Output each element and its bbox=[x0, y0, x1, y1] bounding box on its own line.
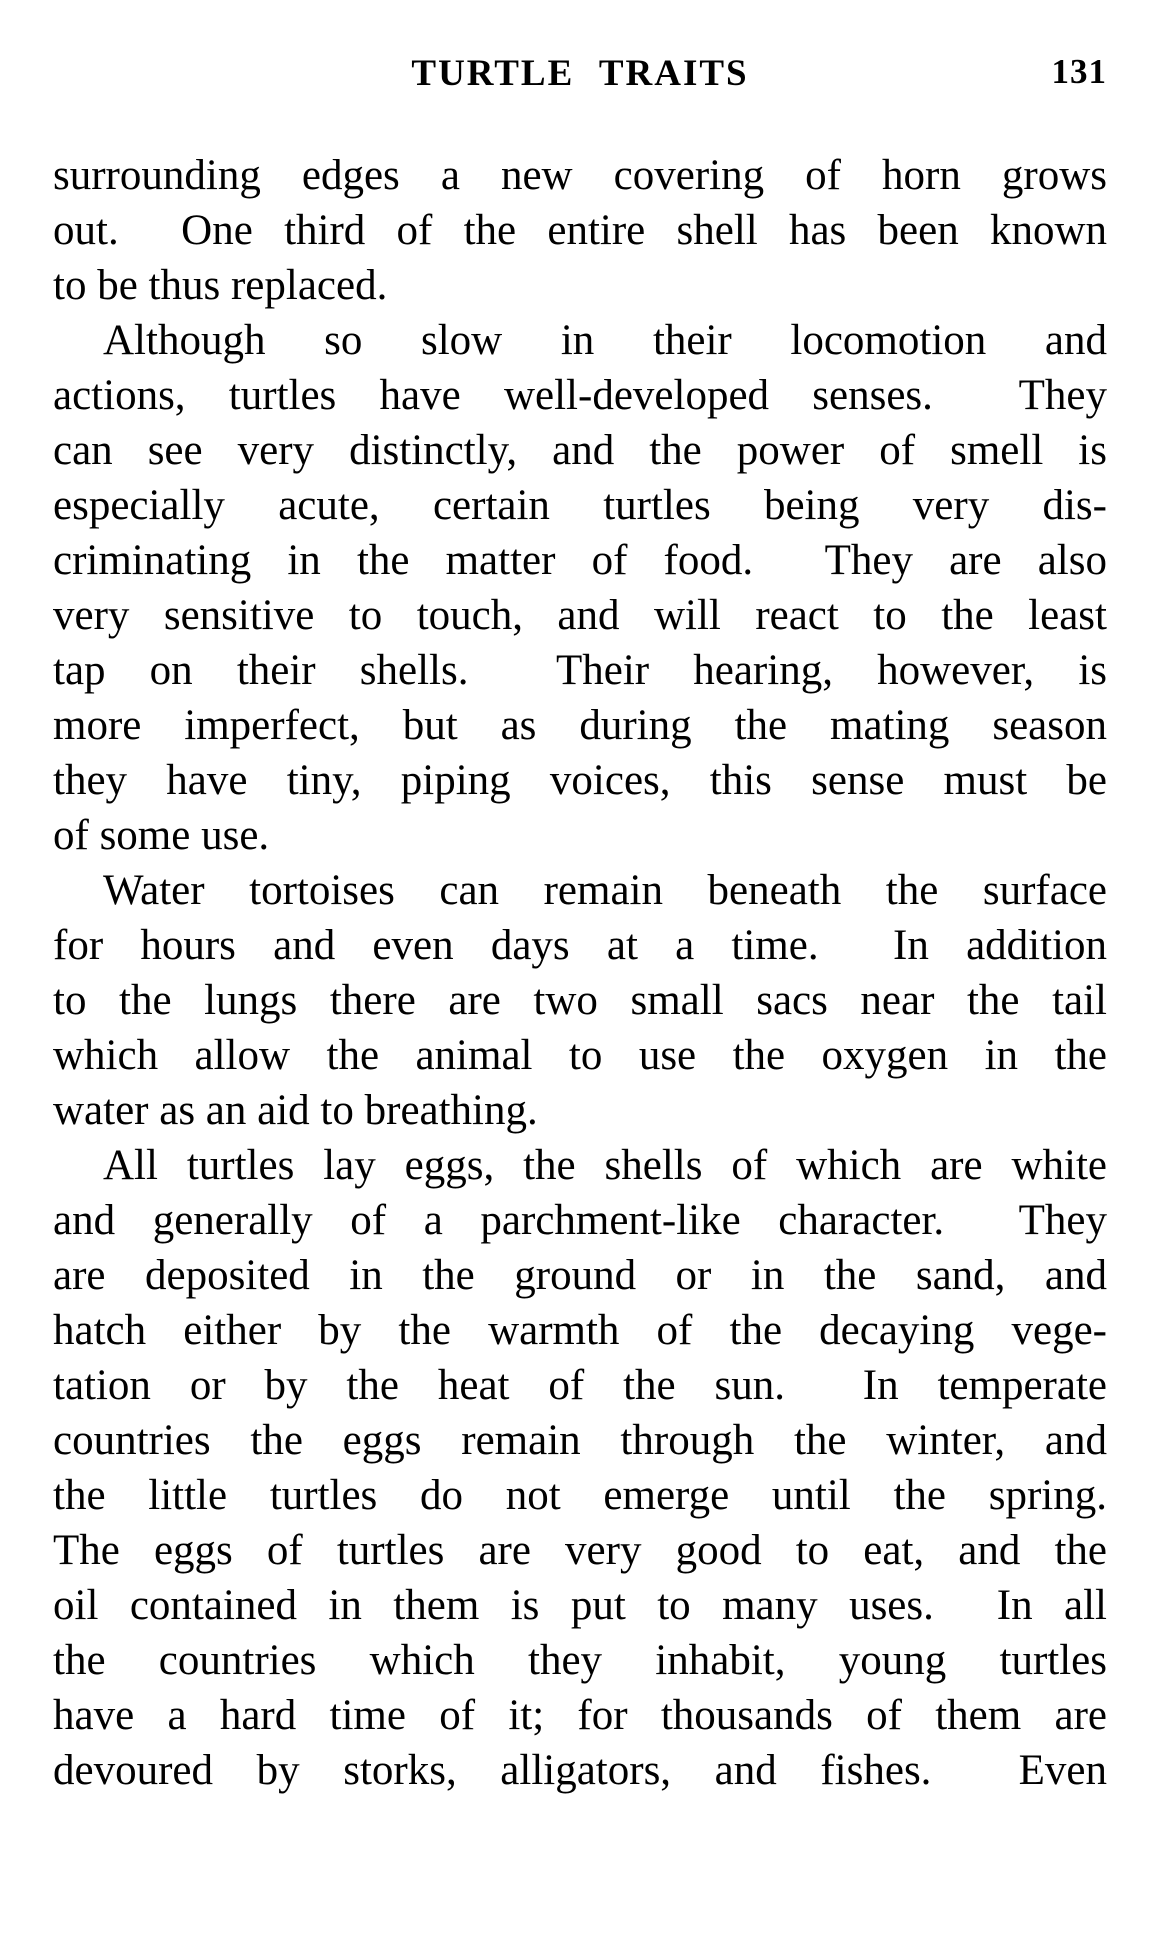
text-line: the little turtles do not emerge until the spring. bbox=[53, 1472, 1107, 1519]
text-line: have a hard time of it; for thousands of them are bbox=[53, 1692, 1107, 1739]
text-line: of some use. bbox=[53, 812, 270, 859]
text-line: actions, turtles have well-developed senses. They bbox=[53, 372, 1107, 419]
text-line: water as an aid to breathing. bbox=[53, 1087, 538, 1134]
page-number: 131 bbox=[1051, 52, 1107, 91]
text-line: out. One third of the entire shell has been known bbox=[53, 207, 1107, 254]
text-line: especially acute, certain turtles being very dis- bbox=[53, 482, 1107, 529]
page-body bbox=[53, 148, 1107, 1798]
text-line: All turtles lay eggs, the shells of which are white bbox=[103, 1142, 1107, 1189]
text-line: criminating in the matter of food. They are also bbox=[53, 537, 1107, 584]
text-line: hatch either by the warmth of the decaying vege- bbox=[53, 1307, 1107, 1354]
text-line: and generally of a parchment-like character. They bbox=[53, 1197, 1107, 1244]
text-line: devoured by storks, alligators, and fishes. Even bbox=[53, 1747, 1107, 1794]
text-line: Although so slow in their locomotion and bbox=[103, 317, 1107, 364]
text-line: very sensitive to touch, and will react to the least bbox=[53, 592, 1107, 639]
page-title: TURTLE TRAITS bbox=[411, 53, 749, 94]
text-line: are deposited in the ground or in the sand, and bbox=[53, 1252, 1107, 1299]
text-line: the countries which they inhabit, young turtles bbox=[53, 1637, 1107, 1684]
text-line: for hours and even days at a time. In addition bbox=[53, 922, 1107, 969]
text-line: oil contained in them is put to many uses. In all bbox=[53, 1582, 1107, 1629]
text-line: tap on their shells. Their hearing, however, is bbox=[53, 647, 1107, 694]
text-line: The eggs of turtles are very good to eat, and the bbox=[53, 1527, 1107, 1574]
text-line: can see very distinctly, and the power of smell is bbox=[53, 427, 1107, 474]
text-line: to be thus replaced. bbox=[53, 262, 388, 309]
text-line: surrounding edges a new covering of horn grows bbox=[53, 152, 1107, 199]
text-line: which allow the animal to use the oxygen in the bbox=[53, 1032, 1107, 1079]
text-line: they have tiny, piping voices, this sense must be bbox=[53, 757, 1107, 804]
text-line: countries the eggs remain through the winter, and bbox=[53, 1417, 1107, 1464]
text-line: to the lungs there are two small sacs near the tail bbox=[53, 977, 1107, 1024]
text-line: more imperfect, but as during the mating season bbox=[53, 702, 1107, 749]
running-head bbox=[53, 52, 1107, 98]
text-line: Water tortoises can remain beneath the surface bbox=[103, 867, 1107, 914]
text-line: tation or by the heat of the sun. In temperate bbox=[53, 1362, 1107, 1409]
